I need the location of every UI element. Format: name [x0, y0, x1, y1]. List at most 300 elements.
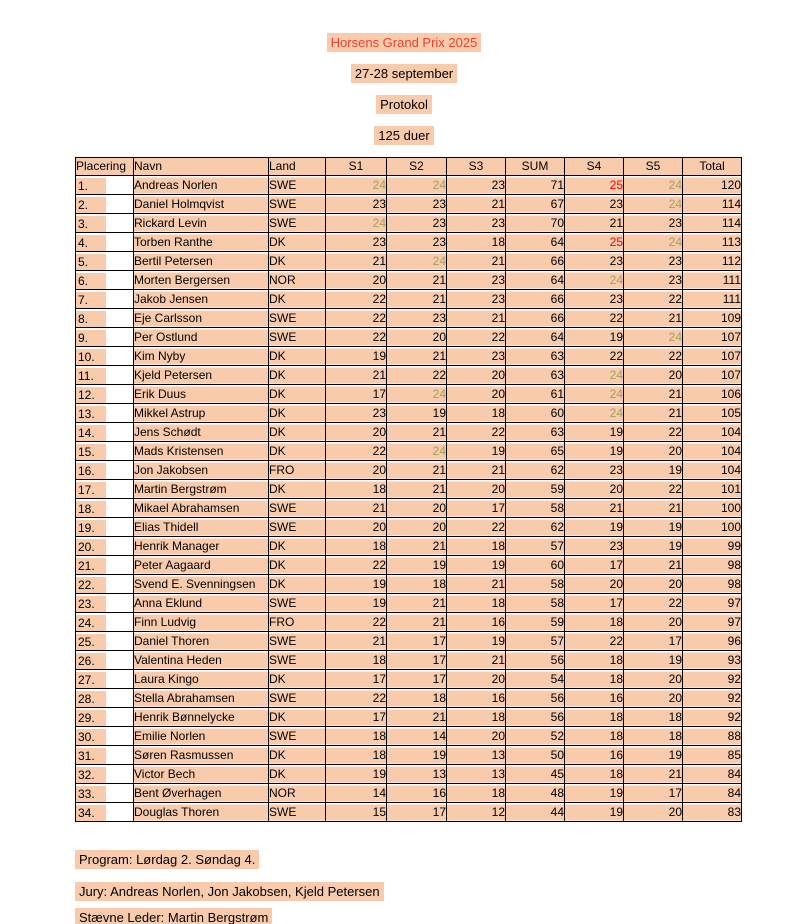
score-cell-s2: 21	[387, 270, 447, 289]
score-cell-s2: 18	[387, 574, 447, 593]
score-cell-s1: 18	[326, 536, 387, 555]
col-header-sum: SUM	[506, 158, 565, 176]
name-cell: Mads Kristensen	[134, 441, 269, 460]
score-cell-s3: 23	[447, 289, 506, 308]
rank-cell: 1.	[76, 175, 134, 194]
score-cell-sum: 65	[506, 441, 565, 460]
score-cell-s2: 20	[387, 498, 447, 517]
score-cell-s1: 21	[326, 631, 387, 650]
score-cell-total: 106	[683, 384, 742, 403]
name-cell: Rickard Levin	[134, 213, 269, 232]
score-cell-s1: 22	[326, 555, 387, 574]
score-cell-total: 84	[683, 783, 742, 802]
score-cell-sum: 62	[506, 460, 565, 479]
table-row	[76, 650, 742, 669]
table-row	[76, 631, 742, 650]
rank-cell: 18.	[76, 498, 134, 517]
rank-cell: 5.	[76, 251, 134, 270]
name-cell: Bertil Petersen	[134, 251, 269, 270]
score-cell-total: 99	[683, 536, 742, 555]
score-cell-s5: 21	[624, 308, 683, 327]
table-row	[76, 460, 742, 479]
score-cell-sum: 60	[506, 555, 565, 574]
rank-cell: 10.	[76, 346, 134, 365]
score-cell-s1: 21	[326, 251, 387, 270]
score-cell-s4: 18	[565, 764, 624, 783]
rank-cell: 12.	[76, 384, 134, 403]
score-cell-s3: 21	[447, 460, 506, 479]
score-cell-s1: 15	[326, 802, 387, 821]
score-cell-s1: 20	[326, 270, 387, 289]
score-cell-sum: 67	[506, 194, 565, 213]
score-cell-s2: 20	[387, 517, 447, 536]
country-cell: SWE	[269, 650, 326, 669]
col-header-s5: S5	[624, 158, 683, 176]
score-cell-s3: 21	[447, 574, 506, 593]
score-cell-s4: 22	[565, 308, 624, 327]
score-cell-s4: 16	[565, 745, 624, 764]
score-cell-s4: 21	[565, 498, 624, 517]
score-cell-sum: 44	[506, 802, 565, 821]
name-cell: Laura Kingo	[134, 669, 269, 688]
name-cell: Valentina Heden	[134, 650, 269, 669]
score-cell-s2: 18	[387, 688, 447, 707]
country-cell: SWE	[269, 327, 326, 346]
score-cell-s3: 22	[447, 422, 506, 441]
score-cell-s4: 22	[565, 631, 624, 650]
score-cell-sum: 54	[506, 669, 565, 688]
score-cell-s5: 21	[624, 403, 683, 422]
score-cell-s1: 22	[326, 612, 387, 631]
rank-cell: 14.	[76, 422, 134, 441]
results-table	[75, 157, 742, 822]
score-cell-sum: 58	[506, 574, 565, 593]
score-cell-s2: 23	[387, 194, 447, 213]
score-cell-s5: 22	[624, 479, 683, 498]
score-cell-s4: 23	[565, 194, 624, 213]
score-cell-sum: 59	[506, 612, 565, 631]
score-cell-s4: 22	[565, 346, 624, 365]
score-cell-s2: 19	[387, 745, 447, 764]
score-cell-total: 98	[683, 555, 742, 574]
score-cell-total: 104	[683, 422, 742, 441]
country-cell: SWE	[269, 726, 326, 745]
country-cell: SWE	[269, 213, 326, 232]
name-cell: Elias Thidell	[134, 517, 269, 536]
score-cell-s1: 19	[326, 764, 387, 783]
score-cell-s4: 16	[565, 688, 624, 707]
score-cell-s5: 20	[624, 441, 683, 460]
name-cell: Mikael Abrahamsen	[134, 498, 269, 517]
score-cell-sum: 63	[506, 346, 565, 365]
table-row	[76, 422, 742, 441]
score-cell-total: 96	[683, 631, 742, 650]
score-cell-s4: 19	[565, 517, 624, 536]
country-cell: SWE	[269, 802, 326, 821]
score-cell-s2: 21	[387, 289, 447, 308]
country-cell: DK	[269, 669, 326, 688]
table-row	[76, 232, 742, 251]
name-cell: Daniel Holmqvist	[134, 194, 269, 213]
table-row	[76, 536, 742, 555]
score-cell-s2: 21	[387, 460, 447, 479]
country-cell: DK	[269, 289, 326, 308]
score-cell-total: 92	[683, 688, 742, 707]
score-cell-s3: 12	[447, 802, 506, 821]
rank-cell: 26.	[76, 650, 134, 669]
score-cell-total: 101	[683, 479, 742, 498]
score-cell-s5: 22	[624, 422, 683, 441]
table-row	[76, 175, 742, 194]
rank-cell: 6.	[76, 270, 134, 289]
score-cell-s5: 19	[624, 460, 683, 479]
score-cell-s1: 23	[326, 403, 387, 422]
rank-cell: 3.	[76, 213, 134, 232]
rank-cell: 23.	[76, 593, 134, 612]
name-cell: Morten Bergersen	[134, 270, 269, 289]
score-cell-sum: 56	[506, 707, 565, 726]
score-cell-s1: 14	[326, 783, 387, 802]
table-row	[76, 479, 742, 498]
name-cell: Stella Abrahamsen	[134, 688, 269, 707]
score-cell-sum: 52	[506, 726, 565, 745]
name-cell: Kjeld Petersen	[134, 365, 269, 384]
score-cell-total: 107	[683, 346, 742, 365]
score-cell-s4: 18	[565, 612, 624, 631]
score-cell-s5: 21	[624, 555, 683, 574]
score-cell-s3: 19	[447, 555, 506, 574]
score-cell-s5: 22	[624, 346, 683, 365]
score-cell-s4: 19	[565, 783, 624, 802]
score-cell-s5: 20	[624, 365, 683, 384]
score-cell-s5: 24	[624, 194, 683, 213]
score-cell-s1: 19	[326, 346, 387, 365]
country-cell: DK	[269, 232, 326, 251]
score-cell-s3: 18	[447, 593, 506, 612]
country-cell: NOR	[269, 783, 326, 802]
country-cell: DK	[269, 764, 326, 783]
score-cell-sum: 60	[506, 403, 565, 422]
score-cell-s4: 24	[565, 403, 624, 422]
table-row	[76, 308, 742, 327]
rank-cell: 13.	[76, 403, 134, 422]
score-cell-s2: 20	[387, 327, 447, 346]
score-cell-s3: 13	[447, 764, 506, 783]
country-cell: DK	[269, 536, 326, 555]
country-cell: DK	[269, 384, 326, 403]
score-cell-s2: 21	[387, 422, 447, 441]
score-cell-s3: 21	[447, 194, 506, 213]
score-cell-s1: 18	[326, 745, 387, 764]
score-cell-s4: 18	[565, 726, 624, 745]
rank-cell: 8.	[76, 308, 134, 327]
table-row	[76, 574, 742, 593]
score-cell-s1: 22	[326, 308, 387, 327]
score-cell-sum: 64	[506, 232, 565, 251]
table-row	[76, 669, 742, 688]
table-row	[76, 213, 742, 232]
col-header-navn: Navn	[134, 158, 269, 176]
score-cell-s1: 21	[326, 365, 387, 384]
score-cell-s2: 22	[387, 365, 447, 384]
score-cell-s3: 17	[447, 498, 506, 517]
col-header-s1: S1	[326, 158, 387, 176]
score-cell-total: 93	[683, 650, 742, 669]
score-cell-sum: 59	[506, 479, 565, 498]
score-cell-s2: 13	[387, 764, 447, 783]
event-date: 27-28 september	[351, 64, 457, 83]
score-cell-s3: 21	[447, 308, 506, 327]
score-cell-s4: 24	[565, 270, 624, 289]
rank-cell: 16.	[76, 460, 134, 479]
score-cell-total: 92	[683, 669, 742, 688]
score-cell-total: 112	[683, 251, 742, 270]
score-cell-s5: 19	[624, 536, 683, 555]
score-cell-s4: 23	[565, 536, 624, 555]
score-cell-s2: 19	[387, 555, 447, 574]
score-cell-s3: 21	[447, 650, 506, 669]
score-cell-s5: 21	[624, 764, 683, 783]
score-cell-s2: 21	[387, 346, 447, 365]
name-cell: Kim Nyby	[134, 346, 269, 365]
rank-cell: 15.	[76, 441, 134, 460]
score-cell-s1: 22	[326, 688, 387, 707]
country-cell: DK	[269, 346, 326, 365]
score-cell-s4: 18	[565, 707, 624, 726]
score-cell-total: 88	[683, 726, 742, 745]
score-cell-s5: 21	[624, 498, 683, 517]
score-cell-s4: 24	[565, 384, 624, 403]
country-cell: SWE	[269, 593, 326, 612]
score-cell-sum: 64	[506, 270, 565, 289]
event-title: Horsens Grand Prix 2025	[327, 33, 482, 52]
score-cell-total: 107	[683, 365, 742, 384]
score-cell-s3: 18	[447, 536, 506, 555]
country-cell: SWE	[269, 517, 326, 536]
name-cell: Victor Bech	[134, 764, 269, 783]
table-row	[76, 346, 742, 365]
col-header-s3: S3	[447, 158, 506, 176]
score-cell-sum: 64	[506, 327, 565, 346]
score-cell-s1: 17	[326, 669, 387, 688]
score-cell-s1: 23	[326, 194, 387, 213]
rank-cell: 11.	[76, 365, 134, 384]
table-row	[76, 688, 742, 707]
score-cell-s3: 18	[447, 403, 506, 422]
rank-cell: 22.	[76, 574, 134, 593]
score-cell-s2: 23	[387, 213, 447, 232]
rank-cell: 31.	[76, 745, 134, 764]
score-cell-s5: 19	[624, 745, 683, 764]
score-cell-total: 111	[683, 270, 742, 289]
rank-cell: 20.	[76, 536, 134, 555]
score-cell-s3: 23	[447, 175, 506, 194]
score-cell-s2: 21	[387, 593, 447, 612]
score-cell-s4: 19	[565, 802, 624, 821]
score-cell-s5: 18	[624, 726, 683, 745]
country-cell: SWE	[269, 688, 326, 707]
score-cell-s1: 21	[326, 498, 387, 517]
table-row	[76, 726, 742, 745]
country-cell: DK	[269, 403, 326, 422]
score-cell-s5: 17	[624, 631, 683, 650]
score-cell-s3: 18	[447, 232, 506, 251]
table-header-row	[76, 158, 742, 176]
col-header-placering: Placering	[76, 158, 134, 176]
score-cell-sum: 45	[506, 764, 565, 783]
country-cell: SWE	[269, 175, 326, 194]
score-cell-s2: 14	[387, 726, 447, 745]
score-cell-sum: 57	[506, 536, 565, 555]
table-row	[76, 498, 742, 517]
jury-note: Jury: Andreas Norlen, Jon Jakobsen, Kjeld Petersen	[75, 882, 384, 901]
score-cell-s4: 25	[565, 232, 624, 251]
table-row	[76, 289, 742, 308]
name-cell: Mikkel Astrup	[134, 403, 269, 422]
score-cell-s2: 23	[387, 232, 447, 251]
score-cell-s4: 17	[565, 593, 624, 612]
rank-cell: 28.	[76, 688, 134, 707]
score-cell-s5: 17	[624, 783, 683, 802]
rank-cell: 30.	[76, 726, 134, 745]
score-cell-s4: 19	[565, 327, 624, 346]
score-cell-s5: 23	[624, 213, 683, 232]
name-cell: Daniel Thoren	[134, 631, 269, 650]
score-cell-s3: 23	[447, 213, 506, 232]
rank-cell: 27.	[76, 669, 134, 688]
table-row	[76, 517, 742, 536]
score-cell-s4: 19	[565, 422, 624, 441]
score-cell-sum: 63	[506, 365, 565, 384]
table-row	[76, 384, 742, 403]
score-cell-sum: 66	[506, 289, 565, 308]
rank-cell: 33.	[76, 783, 134, 802]
name-cell: Peter Aagaard	[134, 555, 269, 574]
country-cell: DK	[269, 365, 326, 384]
score-cell-s3: 20	[447, 384, 506, 403]
program-note: Program: Lørdag 2. Søndag 4.	[75, 850, 259, 869]
score-cell-s1: 18	[326, 479, 387, 498]
score-cell-s4: 25	[565, 175, 624, 194]
table-row	[76, 194, 742, 213]
country-cell: DK	[269, 555, 326, 574]
score-cell-total: 100	[683, 498, 742, 517]
score-cell-s4: 21	[565, 213, 624, 232]
country-cell: DK	[269, 707, 326, 726]
score-cell-s2: 16	[387, 783, 447, 802]
score-cell-s4: 18	[565, 650, 624, 669]
table-row	[76, 270, 742, 289]
score-cell-total: 120	[683, 175, 742, 194]
score-cell-s5: 21	[624, 384, 683, 403]
rank-cell: 19.	[76, 517, 134, 536]
score-cell-s1: 17	[326, 707, 387, 726]
score-cell-s1: 18	[326, 650, 387, 669]
table-row	[76, 441, 742, 460]
score-cell-sum: 58	[506, 593, 565, 612]
score-cell-s4: 20	[565, 479, 624, 498]
score-cell-s3: 16	[447, 688, 506, 707]
table-row	[76, 365, 742, 384]
rank-cell: 7.	[76, 289, 134, 308]
score-cell-s5: 20	[624, 574, 683, 593]
score-cell-s2: 21	[387, 536, 447, 555]
score-cell-s5: 18	[624, 707, 683, 726]
country-cell: DK	[269, 251, 326, 270]
rank-cell: 2.	[76, 194, 134, 213]
score-cell-s1: 22	[326, 289, 387, 308]
score-cell-sum: 70	[506, 213, 565, 232]
score-cell-s1: 24	[326, 213, 387, 232]
score-cell-sum: 58	[506, 498, 565, 517]
rank-cell: 9.	[76, 327, 134, 346]
score-cell-s1: 17	[326, 384, 387, 403]
score-cell-sum: 56	[506, 688, 565, 707]
score-cell-sum: 66	[506, 251, 565, 270]
score-cell-total: 97	[683, 593, 742, 612]
rank-cell: 4.	[76, 232, 134, 251]
score-cell-total: 84	[683, 764, 742, 783]
name-cell: Per Ostlund	[134, 327, 269, 346]
name-cell: Henrik Bønnelycke	[134, 707, 269, 726]
score-cell-s1: 20	[326, 517, 387, 536]
score-cell-s2: 21	[387, 612, 447, 631]
col-header-land: Land	[269, 158, 326, 176]
rank-cell: 21.	[76, 555, 134, 574]
name-cell: Finn Ludvig	[134, 612, 269, 631]
score-cell-total: 114	[683, 213, 742, 232]
score-cell-s2: 17	[387, 631, 447, 650]
score-cell-s4: 20	[565, 574, 624, 593]
score-cell-sum: 71	[506, 175, 565, 194]
name-cell: Henrik Manager	[134, 536, 269, 555]
name-cell: Anna Eklund	[134, 593, 269, 612]
score-cell-s4: 18	[565, 669, 624, 688]
score-cell-s2: 24	[387, 384, 447, 403]
score-cell-total: 83	[683, 802, 742, 821]
score-cell-s2: 24	[387, 441, 447, 460]
score-cell-s3: 20	[447, 669, 506, 688]
country-cell: FRO	[269, 460, 326, 479]
rank-cell: 34.	[76, 802, 134, 821]
score-cell-s2: 19	[387, 403, 447, 422]
country-cell: DK	[269, 422, 326, 441]
table-row	[76, 403, 742, 422]
event-info: 125 duer	[374, 126, 433, 145]
name-cell: Torben Ranthe	[134, 232, 269, 251]
col-header-s2: S2	[387, 158, 447, 176]
score-cell-sum: 62	[506, 517, 565, 536]
score-cell-s4: 23	[565, 460, 624, 479]
score-cell-sum: 61	[506, 384, 565, 403]
score-cell-s2: 21	[387, 479, 447, 498]
score-cell-sum: 57	[506, 631, 565, 650]
score-cell-total: 105	[683, 403, 742, 422]
score-cell-s3: 20	[447, 479, 506, 498]
country-cell: DK	[269, 574, 326, 593]
score-cell-s2: 24	[387, 251, 447, 270]
name-cell: Svend E. Svenningsen	[134, 574, 269, 593]
score-cell-sum: 66	[506, 308, 565, 327]
score-cell-s5: 20	[624, 802, 683, 821]
name-cell: Martin Bergstrøm	[134, 479, 269, 498]
score-cell-s2: 23	[387, 308, 447, 327]
name-cell: Jakob Jensen	[134, 289, 269, 308]
score-cell-s2: 17	[387, 669, 447, 688]
col-header-s4: S4	[565, 158, 624, 176]
score-cell-total: 92	[683, 707, 742, 726]
score-cell-s5: 20	[624, 688, 683, 707]
